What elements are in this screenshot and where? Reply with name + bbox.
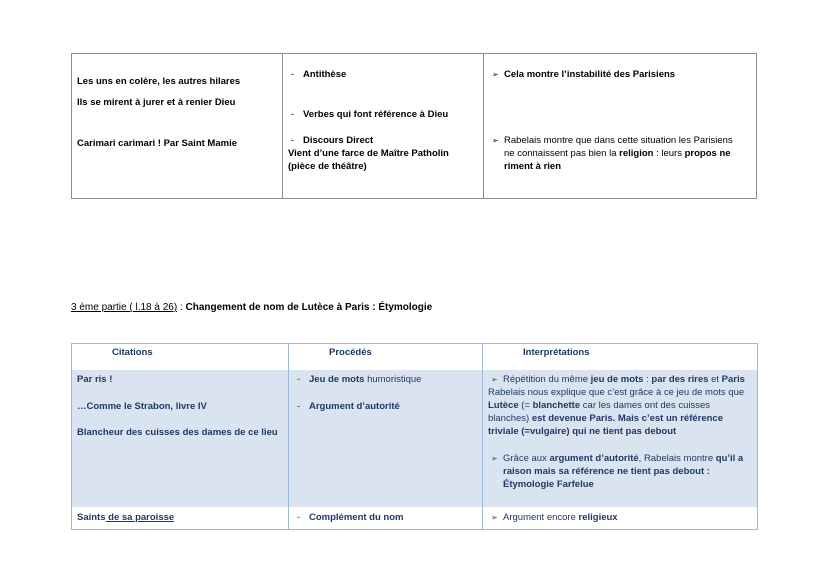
dash: -	[291, 69, 295, 80]
citation-line-1: Les uns en colère, les autres hilares	[77, 76, 241, 87]
table-row	[72, 370, 757, 508]
header-citations: Citations	[112, 347, 153, 358]
section-sep: :	[177, 302, 186, 313]
procede-item-3-line-2: Vient d’une farce de Maître Patholin	[288, 148, 449, 159]
interp-text	[503, 511, 618, 524]
table1-col-interpretations	[483, 54, 758, 198]
interp-line-2	[504, 147, 731, 160]
dash: -	[297, 374, 301, 385]
arrow-bullet-icon: ➢	[491, 513, 498, 522]
interpretations-cell	[482, 370, 757, 507]
keyword: est devenue Paris. Mais c’est un référence	[531, 413, 723, 424]
procedes-cell	[288, 507, 482, 529]
procede-text: Argument d’autorité	[309, 401, 400, 412]
section-title: Changement de nom de Lutèce à Paris : Étymologie	[185, 302, 433, 313]
text: Répétition du même	[503, 374, 591, 385]
interp-line-1: Rabelais montre que dans cette situation les Parisiens	[504, 135, 733, 146]
header-procedes: Procédés	[329, 347, 372, 358]
table1-col-citations	[72, 54, 282, 198]
table1-col-procedes	[282, 54, 484, 198]
citation-strabon: …Comme le Strabon, livre IV	[77, 401, 207, 412]
interp-line-8: Étymologie Farfelue	[503, 479, 594, 490]
keyword: blanchette	[532, 400, 581, 411]
keyword: par des rires	[651, 374, 709, 385]
text: et	[708, 374, 722, 385]
keyword-propos: propos ne	[684, 148, 731, 159]
keyword: Paris	[721, 374, 745, 385]
arrow-bullet-icon: ➢	[492, 70, 499, 79]
interp-text: Cela montre l’instabilité des Parisiens	[504, 69, 676, 80]
text: ne connaissent pas bien la	[504, 148, 620, 159]
header-cell	[72, 344, 288, 370]
keyword: Lutèce	[488, 400, 519, 411]
keyword: argument d’autorité	[549, 453, 639, 464]
table-1	[71, 53, 757, 199]
citation-blancheur: Blancheur des cuisses des dames de ce lieu	[77, 427, 278, 438]
citation-saints	[77, 511, 174, 524]
interp-line-7: raison mais sa référence ne tient pas debout :	[503, 466, 710, 477]
interp-line-3: riment à rien	[504, 161, 562, 172]
procedes-cell	[288, 370, 482, 507]
keyword-religion: religion	[619, 148, 654, 159]
header-cell	[288, 344, 482, 370]
text: Argument encore	[503, 512, 579, 523]
arrow-bullet-icon: ➢	[492, 136, 499, 145]
dash: -	[291, 109, 295, 120]
interp-line-4	[488, 412, 723, 425]
citation-par-ris: Par ris !	[77, 374, 113, 385]
text: Saints	[77, 512, 106, 523]
interpretations-cell	[482, 507, 757, 529]
section-part: 3 ème partie ( l.18 à 26)	[71, 302, 178, 313]
interp-line-5: triviale (=vulgaire) qui ne tient pas debout	[488, 426, 677, 437]
keyword: qu’il a	[715, 453, 744, 464]
text: , Rabelais montre	[638, 453, 716, 464]
dash: -	[297, 401, 301, 412]
keyword: Jeu de mots	[309, 374, 365, 385]
header-cell	[482, 344, 757, 370]
citation-line-2: Ils se mirent à jurer et à renier Dieu	[77, 97, 236, 108]
arrow-bullet-icon: ➢	[491, 375, 498, 384]
procede-text: Complément du nom	[309, 512, 404, 523]
text: :	[643, 374, 652, 385]
procede-item-3-line-3: (pièce de théâtre)	[288, 161, 367, 172]
arrow-bullet-icon: ➢	[491, 454, 498, 463]
text: Grâce aux	[503, 453, 550, 464]
table2-header-row	[72, 344, 757, 371]
text: humoristique	[364, 374, 422, 385]
procede-text: Verbes qui font référence à Dieu	[303, 109, 449, 120]
procede-text: Antithèse	[303, 69, 347, 80]
interp-line-3	[488, 399, 710, 412]
dash: -	[297, 512, 301, 523]
citations-cell	[72, 370, 288, 507]
table-2	[71, 343, 758, 530]
dash: -	[291, 135, 295, 146]
text: (=	[518, 400, 533, 411]
keyword: jeu de mots	[590, 374, 644, 385]
citation-line-3: Carimari carimari ! Par Saint Mamie	[77, 138, 237, 149]
citations-cell	[72, 507, 288, 529]
text: de sa paroisse	[105, 512, 175, 523]
table-row	[72, 507, 757, 529]
interp-line-2: Rabelais nous explique que c’est grâce à ce jeu de mots que	[488, 387, 745, 398]
text: blanches)	[488, 413, 532, 424]
procede-text	[309, 373, 421, 386]
procede-text: Discours Direct	[303, 135, 374, 146]
section-heading	[71, 301, 432, 314]
keyword: religieux	[578, 512, 618, 523]
text: : leurs	[653, 148, 685, 159]
header-interpretations: Interprétations	[523, 347, 590, 358]
interp-line-6	[503, 452, 743, 465]
text: car les dames ont des cuisses	[580, 400, 711, 411]
interp-line-1	[503, 373, 745, 386]
